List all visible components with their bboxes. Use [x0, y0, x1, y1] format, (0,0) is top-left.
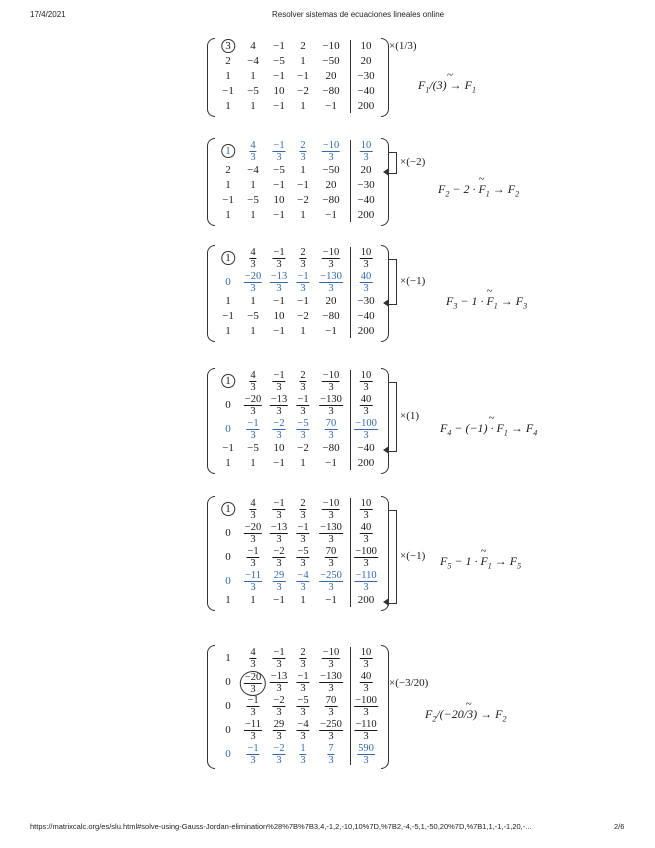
matrix-cell: $\frac{-130}{3}$ [320, 394, 342, 417]
matrix-cell: 1 [221, 376, 235, 387]
row-multiplier: ×(−1) [400, 549, 426, 562]
matrix-cell: $\frac{10}{3}$ [360, 247, 372, 270]
matrix-cell: 10 [273, 310, 285, 322]
matrix-cell: −1 [325, 209, 337, 221]
matrix-cell: $\frac{1}{3}$ [300, 743, 306, 766]
matrix-cell: $\frac{-250}{3}$ [320, 570, 342, 593]
arrow-head-icon [383, 299, 389, 307]
matrix-cell: 20 [325, 179, 337, 191]
matrix-cell: −1 [297, 70, 309, 82]
matrix-cell: $\frac{-1}{3}$ [297, 671, 309, 694]
matrix-cell: $\frac{70}{3}$ [325, 418, 337, 441]
matrix-cell: −40 [357, 310, 375, 322]
matrix-cell: $\frac{4}{3}$ [250, 370, 256, 393]
matrix-cell: 1 [225, 652, 231, 664]
matrix-cell: $\frac{-2}{3}$ [273, 418, 285, 441]
equivalence-tilde: ~ [480, 544, 487, 557]
elimination-step-6 [0, 645, 655, 773]
row-multiplier: ×(−1) [400, 274, 426, 287]
matrix-cell: −5 [247, 442, 259, 454]
matrix-cell: $\frac{10}{3}$ [360, 498, 372, 521]
row-multiplier: ×(1/3) [389, 40, 417, 52]
matrix-cell: −5 [247, 310, 259, 322]
matrix-cell: 1 [225, 209, 231, 221]
matrix-cell: −4 [247, 55, 259, 67]
matrix-right-paren [381, 645, 389, 769]
matrix-cell: $\frac{-20}{3}$ [244, 271, 262, 294]
row-multiplier: ×(−3/20) [389, 677, 429, 689]
matrix-cell: −5 [273, 55, 285, 67]
matrix-cell: $\frac{-1}{3}$ [247, 743, 259, 766]
matrix-cell: −5 [273, 164, 285, 176]
matrix-cell: $\frac{-11}{3}$ [244, 570, 262, 593]
matrix-cell: −80 [322, 310, 340, 322]
matrix-cell: 0 [225, 575, 231, 587]
matrix-cell: $\frac{-1}{3}$ [247, 695, 259, 718]
matrix-cell: $\frac{4}{3}$ [250, 498, 256, 521]
matrix-cell: $\frac{-10}{3}$ [322, 140, 340, 163]
matrix-cell: −1 [325, 457, 337, 469]
matrix-cell: 1 [225, 325, 231, 337]
matrix-cell: 0 [225, 527, 231, 539]
matrix-cell: $\frac{-130}{3}$ [320, 522, 342, 545]
matrix-cell: 20 [360, 164, 372, 176]
matrix-cell: $\frac{-130}{3}$ [320, 671, 342, 694]
matrix-cell: $\frac{40}{3}$ [360, 522, 372, 545]
matrix-cell: $\frac{-110}{3}$ [355, 719, 377, 742]
matrix-cell: $\frac{-100}{3}$ [355, 695, 377, 718]
matrix-cell: 1 [250, 457, 256, 469]
matrix-cell: 1 [225, 594, 231, 606]
matrix-cell: 1 [221, 146, 235, 157]
matrix-left-paren [207, 645, 215, 769]
matrix-cell: $\frac{70}{3}$ [325, 695, 337, 718]
equivalence-tilde: ~ [465, 698, 472, 710]
augmented-separator [350, 140, 351, 222]
matrix-cell: $\frac{-130}{3}$ [320, 271, 342, 294]
matrix-cell: $\frac{-250}{3}$ [320, 719, 342, 742]
matrix-cell: −1 [273, 40, 285, 52]
matrix-cell: 1 [225, 457, 231, 469]
matrix-cell: $\frac{-4}{3}$ [297, 570, 309, 593]
matrix-right-paren [381, 38, 389, 117]
print-date: 17/4/2021 [30, 10, 66, 19]
matrix-cell: $\frac{-1}{3}$ [273, 247, 285, 270]
matrix-cell: $\frac{-1}{3}$ [273, 498, 285, 521]
matrix-cell: $\frac{-110}{3}$ [355, 570, 377, 593]
matrix-left-paren [207, 138, 215, 226]
matrix-cell: $\frac{-2}{3}$ [273, 743, 285, 766]
matrix-cell: 1 [300, 164, 306, 176]
matrix-cell: 10 [273, 194, 285, 206]
row-operation: $F_1/(3) \to F_1$ ~ [418, 68, 476, 94]
matrix-cell: $\frac{-11}{3}$ [244, 719, 262, 742]
matrix-cell: −30 [357, 295, 375, 307]
matrix-cell: −50 [322, 55, 340, 67]
matrix-cell: −1 [325, 325, 337, 337]
matrix-cell: −40 [357, 442, 375, 454]
matrix-cell: $\frac{-1}{3}$ [273, 370, 285, 393]
matrix-cell: $\frac{-4}{3}$ [297, 719, 309, 742]
matrix-cell: $\frac{-1}{3}$ [247, 546, 259, 569]
matrix-cell: 1 [300, 209, 306, 221]
matrix-left-paren [207, 245, 215, 342]
matrix-cell: $\frac{4}{3}$ [250, 140, 256, 163]
matrix-cell: −1 [273, 325, 285, 337]
matrix-cell: $\frac{-2}{3}$ [273, 695, 285, 718]
matrix-cell: −80 [322, 194, 340, 206]
matrix-cell: $\frac{29}{3}$ [273, 719, 285, 742]
matrix-cell: $\frac{-5}{3}$ [297, 546, 309, 569]
row-multiplier: ×(1) [400, 409, 420, 422]
matrix-cell: −80 [322, 85, 340, 97]
elimination-step-5 [0, 496, 655, 615]
matrix-cell: 1 [300, 100, 306, 112]
matrix-cell: $\frac{2}{3}$ [300, 247, 306, 270]
row-operation-bracket [388, 152, 397, 174]
matrix-cell: 1 [250, 295, 256, 307]
matrix-cell: −1 [297, 179, 309, 191]
matrix-cell: 10 [273, 442, 285, 454]
matrix-cell: 1 [300, 594, 306, 606]
row-operation-bracket [388, 382, 397, 452]
matrix-cell: $\frac{-1}{3}$ [297, 522, 309, 545]
equivalence-tilde: ~ [486, 284, 493, 297]
matrix-cell: 20 [325, 295, 337, 307]
matrix-cell: 0 [225, 676, 231, 688]
matrix-cell: $\frac{10}{3}$ [360, 140, 372, 163]
matrix-cell: 1 [221, 504, 235, 515]
matrix-cell: −40 [357, 85, 375, 97]
matrix-cell: −1 [222, 310, 234, 322]
matrix-cell: −1 [273, 295, 285, 307]
matrix-cell: −2 [297, 194, 309, 206]
matrix-cell: 1 [250, 325, 256, 337]
row-operation: $F_5 - 1 \cdot F_1 \to F_5$ ~ [440, 544, 522, 570]
matrix-cell: −1 [273, 209, 285, 221]
matrix-cell: $\frac{2}{3}$ [300, 140, 306, 163]
matrix-cell: 200 [357, 457, 375, 469]
matrix-cell: 1 [221, 253, 235, 264]
matrix-cell: 1 [225, 100, 231, 112]
matrix-cell: $\frac{10}{3}$ [360, 647, 372, 670]
row-operation: $F_2 - 2 \cdot F_1 \to F_2$ ~ [438, 173, 520, 199]
matrix-cell: 1 [250, 100, 256, 112]
page-title: Resolver sistemas de ecuaciones lineales online [272, 10, 445, 19]
matrix-cell: $\frac{40}{3}$ [360, 671, 372, 694]
matrix-cell: 20 [325, 70, 337, 82]
matrix-cell: −30 [357, 70, 375, 82]
matrix-cell: −30 [357, 179, 375, 191]
matrix-left-paren [207, 38, 215, 117]
augmented-separator [350, 647, 351, 765]
matrix-cell: 0 [225, 724, 231, 736]
matrix-cell: 4 [250, 40, 256, 52]
matrix-cell: $\frac{-2}{3}$ [273, 546, 285, 569]
matrix-cell: 1 [300, 325, 306, 337]
matrix-cell: $\frac{-100}{3}$ [355, 546, 377, 569]
arrow-head-icon [383, 446, 389, 454]
augmented-separator [350, 370, 351, 470]
matrix-cell: $\frac{-20}{3}$ [244, 522, 262, 545]
page-number: 2/6 [614, 822, 625, 831]
matrix-cell: 0 [225, 700, 231, 712]
matrix-cell: 1 [225, 70, 231, 82]
matrix-cell: 1 [250, 209, 256, 221]
matrix-cell: $\frac{-1}{3}$ [297, 271, 309, 294]
matrix-cell: $\frac{40}{3}$ [360, 271, 372, 294]
matrix-cell: −4 [247, 164, 259, 176]
matrix-cell: $\frac{-1}{3}$ [297, 394, 309, 417]
matrix-cell: −80 [322, 442, 340, 454]
matrix-cell: 2 [225, 55, 231, 67]
matrix-cell: 20 [360, 55, 372, 67]
matrix-cell: −50 [322, 164, 340, 176]
arrow-head-icon [383, 168, 389, 176]
matrix-cell: 1 [300, 55, 306, 67]
matrix-cell: 0 [225, 423, 231, 435]
equivalence-tilde: ~ [488, 412, 495, 424]
matrix-cell: 200 [357, 325, 375, 337]
matrix-cell: −10 [322, 40, 340, 52]
matrix-cell: $\frac{-20}{3}$ [240, 671, 266, 696]
matrix-cell: −1 [273, 594, 285, 606]
row-operation: $F_2/(-20/3) \to F_2$ ~ [425, 698, 507, 724]
matrix-cell: $\frac{-20}{3}$ [244, 394, 262, 417]
matrix-cell: $\frac{-10}{3}$ [322, 498, 340, 521]
matrix-cell: −5 [247, 85, 259, 97]
matrix-cell: $\frac{2}{3}$ [300, 647, 306, 670]
row-multiplier: ×(−2) [400, 155, 426, 168]
matrix-cell: −1 [273, 179, 285, 191]
matrix-cell: 1 [300, 457, 306, 469]
matrix-cell: $\frac{70}{3}$ [325, 546, 337, 569]
equivalence-tilde: ~ [447, 68, 453, 81]
matrix-cell: 0 [225, 551, 231, 563]
matrix-left-paren [207, 368, 215, 474]
matrix-cell: 10 [360, 40, 372, 52]
matrix-cell: −5 [247, 194, 259, 206]
matrix-cell: 2 [300, 40, 306, 52]
matrix-cell: 1 [225, 179, 231, 191]
augmented-separator [350, 247, 351, 338]
matrix-cell: 200 [357, 209, 375, 221]
matrix-cell: −1 [273, 100, 285, 112]
matrix-cell: $\frac{40}{3}$ [360, 394, 372, 417]
matrix-cell: −1 [325, 594, 337, 606]
matrix-cell: $\frac{-13}{3}$ [270, 271, 288, 294]
matrix-cell: $\frac{-1}{3}$ [273, 647, 285, 670]
matrix-cell: 1 [225, 295, 231, 307]
matrix-cell: 1 [250, 70, 256, 82]
row-operation-bracket [388, 259, 397, 305]
matrix-cell: 2 [225, 164, 231, 176]
matrix-cell: −40 [357, 194, 375, 206]
matrix-cell: 0 [225, 748, 231, 760]
matrix-cell: $\frac{2}{3}$ [300, 370, 306, 393]
footer-url[interactable]: https://matrixcalc.org/es/slu.html#solve-using-Gauss-Jordan-elimination%28%7B%7B3,4,-1,2,-10,10%7D,%7B2,-4,-5,1,-50,20%7D,%7B1,1,-1,-1,20,-... [30, 822, 532, 831]
matrix-cell: 200 [357, 100, 375, 112]
matrix-cell: −2 [297, 442, 309, 454]
augmented-separator [350, 40, 351, 113]
row-operation: $F_4 - (-1) \cdot F_1 \to F_4$ ~ [440, 412, 538, 438]
matrix-cell: $\frac{-1}{3}$ [247, 418, 259, 441]
matrix-cell: 1 [250, 179, 256, 191]
matrix-cell: $\frac{4}{3}$ [250, 247, 256, 270]
augmented-separator [350, 498, 351, 607]
matrix-cell: 0 [225, 399, 231, 411]
matrix-cell: $\frac{10}{3}$ [360, 370, 372, 393]
matrix-cell: $\frac{-10}{3}$ [322, 647, 340, 670]
matrix-cell: 0 [225, 276, 231, 288]
matrix-cell: −1 [273, 70, 285, 82]
matrix-cell: $\frac{-13}{3}$ [270, 394, 288, 417]
elimination-step-3 [0, 245, 655, 346]
elimination-step-1 [0, 38, 655, 121]
arrow-head-icon [383, 598, 389, 606]
matrix-cell: $\frac{-13}{3}$ [270, 522, 288, 545]
matrix-cell: −1 [273, 457, 285, 469]
matrix-cell: $\frac{-10}{3}$ [322, 370, 340, 393]
row-operation: $F_3 - 1 \cdot F_1 \to F_3$ ~ [446, 284, 528, 310]
matrix-cell: −1 [222, 194, 234, 206]
matrix-cell: −1 [222, 85, 234, 97]
matrix-cell: $\frac{-10}{3}$ [322, 247, 340, 270]
matrix-cell: $\frac{-1}{3}$ [273, 140, 285, 163]
matrix-cell: $\frac{590}{3}$ [358, 743, 374, 766]
elimination-step-2 [0, 138, 655, 230]
row-operation-bracket [388, 510, 397, 604]
matrix-left-paren [207, 496, 215, 611]
matrix-cell: −1 [222, 442, 234, 454]
matrix-cell: $\frac{-13}{3}$ [270, 671, 288, 694]
equivalence-tilde: ~ [478, 173, 485, 185]
matrix-cell: $\frac{29}{3}$ [273, 570, 285, 593]
matrix-cell: 10 [273, 85, 285, 97]
matrix-cell: −2 [297, 85, 309, 97]
matrix-cell: $\frac{-5}{3}$ [297, 418, 309, 441]
matrix-cell: $\frac{4}{3}$ [250, 647, 256, 670]
matrix-cell: $\frac{2}{3}$ [300, 498, 306, 521]
matrix-cell: 1 [250, 594, 256, 606]
elimination-step-4 [0, 368, 655, 478]
matrix-cell: $\frac{-5}{3}$ [297, 695, 309, 718]
matrix-cell: $\frac{-100}{3}$ [355, 418, 377, 441]
matrix-cell: $\frac{7}{3}$ [328, 743, 334, 766]
matrix-cell: −1 [325, 100, 337, 112]
matrix-cell: −2 [297, 310, 309, 322]
matrix-cell: −1 [297, 295, 309, 307]
matrix-cell: 3 [221, 41, 235, 52]
matrix-cell: 200 [357, 594, 375, 606]
